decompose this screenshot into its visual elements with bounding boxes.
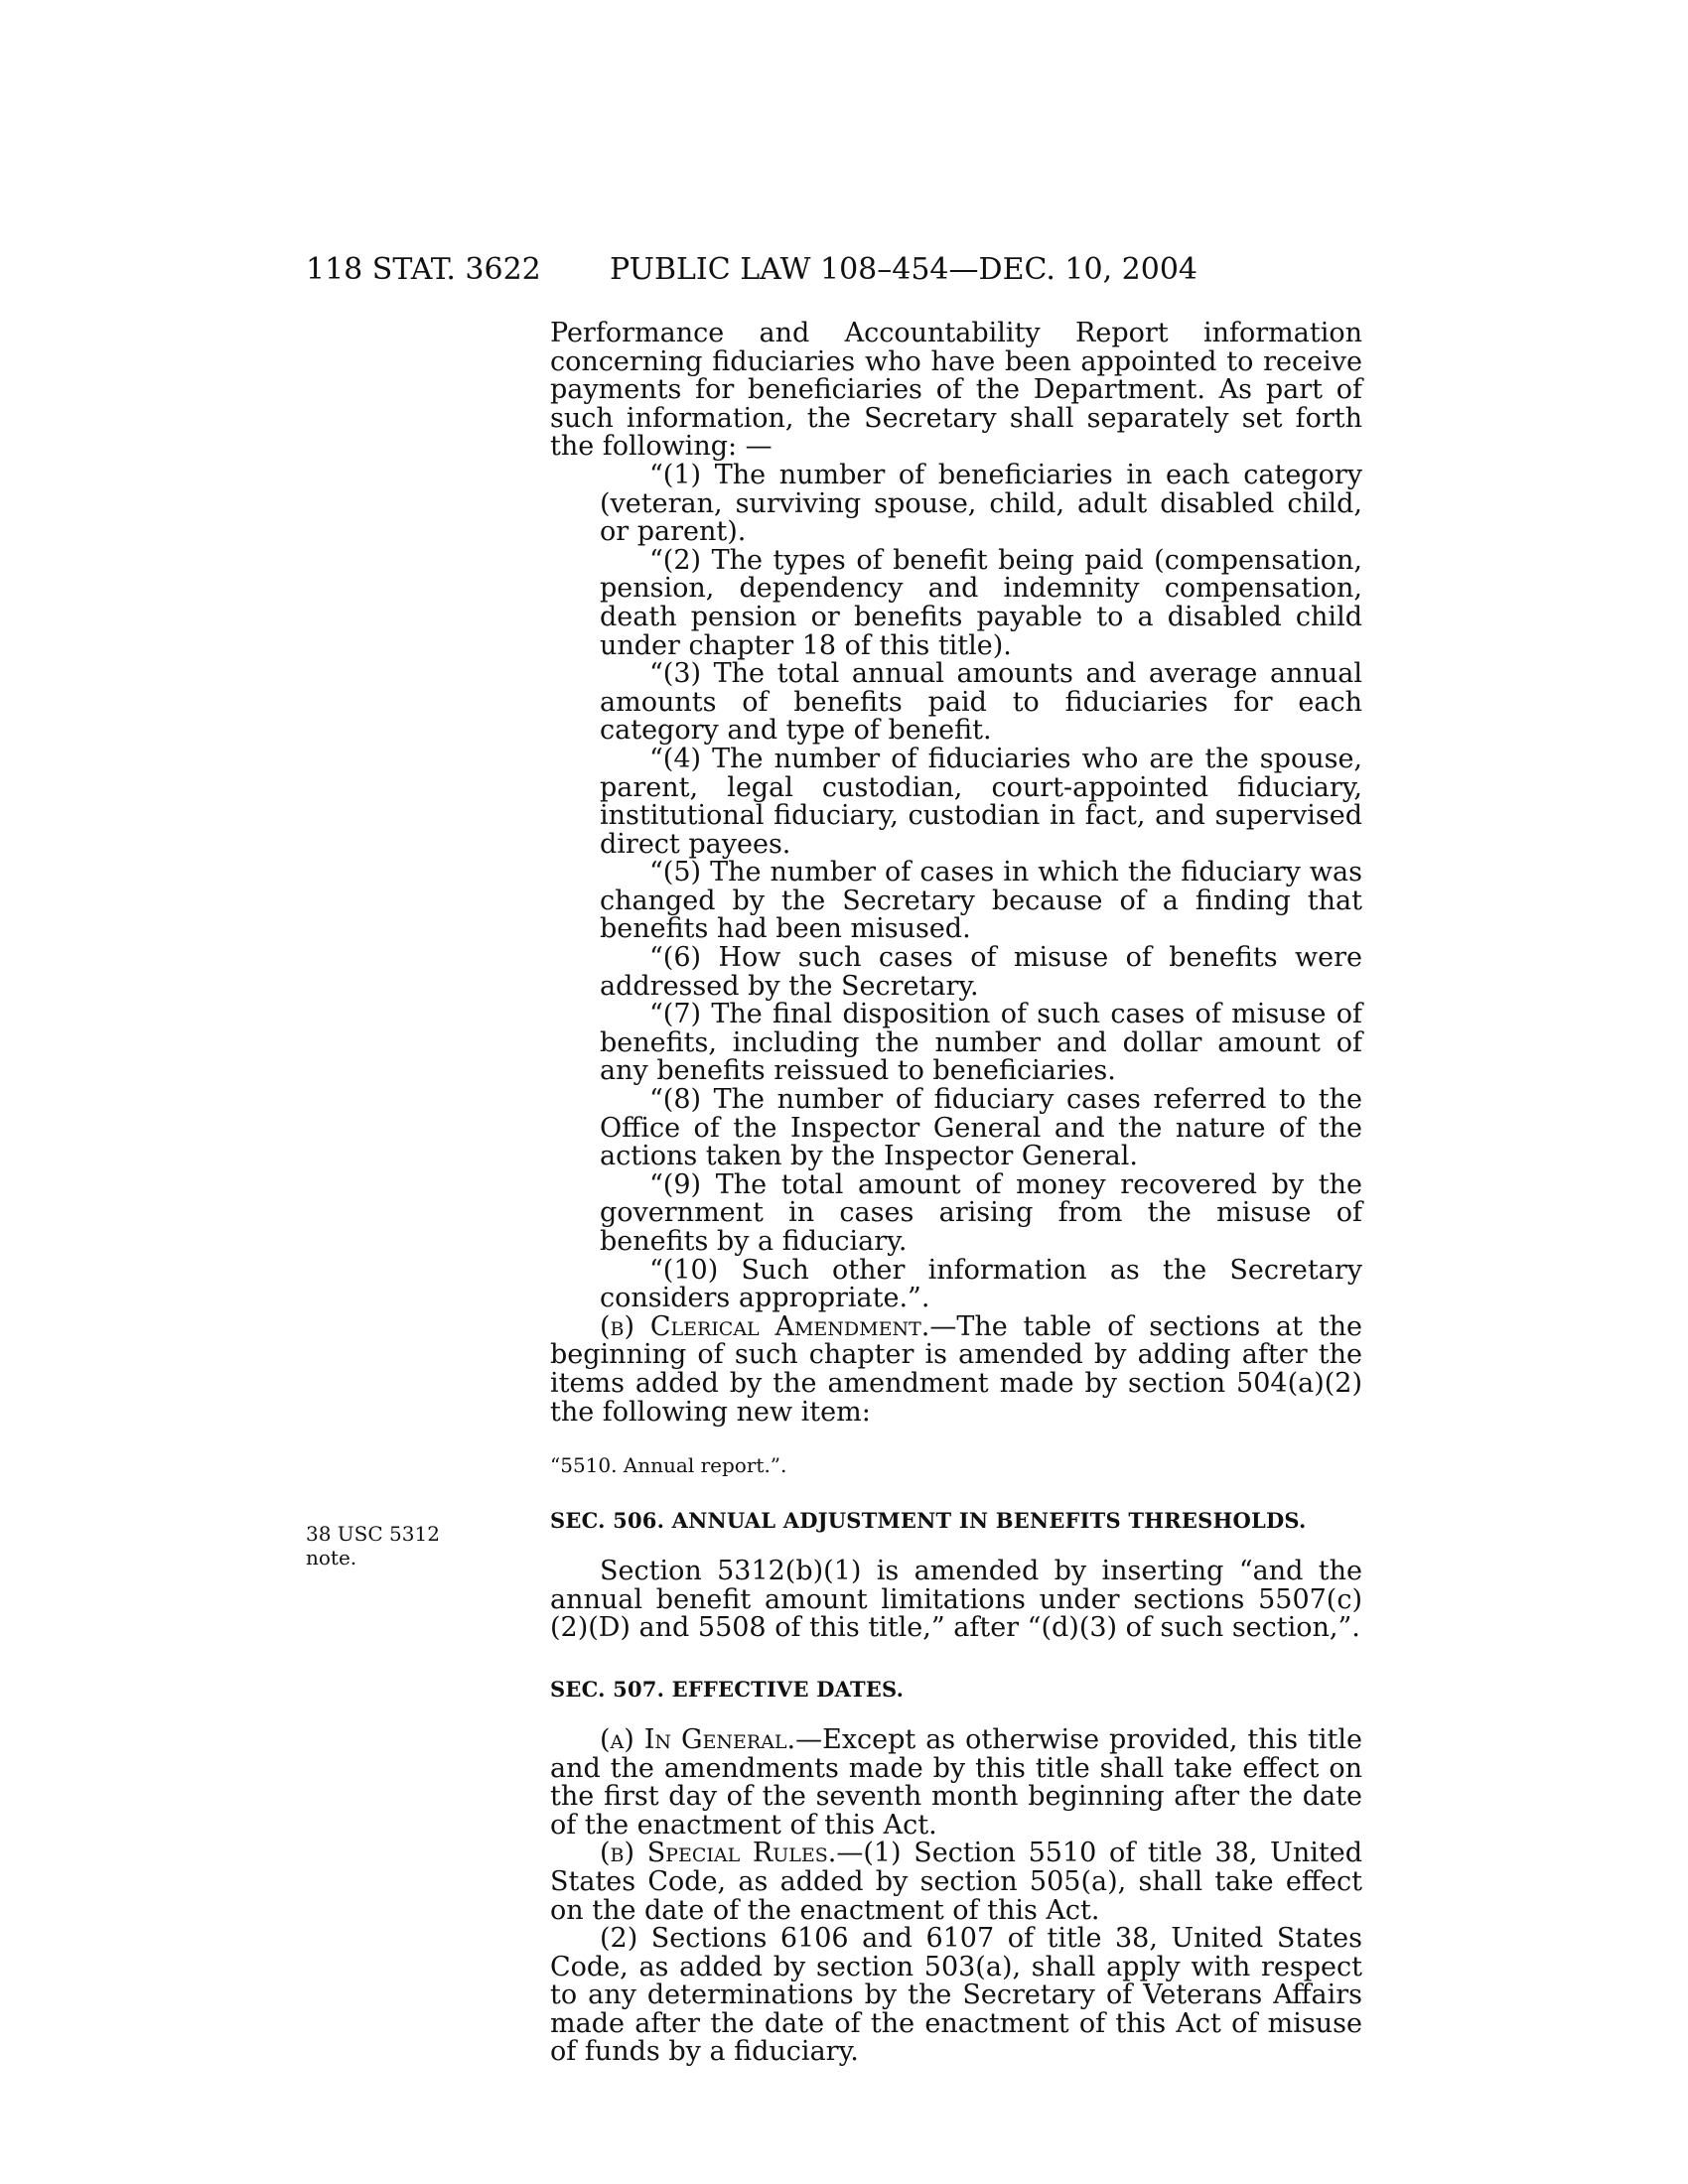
list-item: “(1) The number of beneficiaries in each category (veteran, surviving spouse, child, adult disabled child, or parent).	[600, 459, 1362, 548]
law-title-date: PUBLIC LAW 108–454—DEC. 10, 2004	[610, 252, 1198, 287]
section-506-text: Section 5312(b)(1) is amended by inserting “and the annual benefit amount limitations under sections 5507(c)(2)(D) and 5508 of this title,” after “(d)(3) of such section,”.	[550, 1556, 1362, 1644]
special-rules-label: (b) Special Rules.	[600, 1838, 837, 1869]
clerical-amendment-text: —The table of sections at the beginning of such chapter is amended by adding after the items added by the amendment made by section 504(a)(2) the following new item:	[550, 1310, 1362, 1428]
list-item: “(10) Such other information as the Secretary considers appropriate.”.	[600, 1254, 1362, 1314]
clerical-amendment-label: (b) Clerical Amendment.	[600, 1310, 930, 1342]
list-item: “(9) The total amount of money recovered by the government in cases arising from the misuse of benefits by a fiduciary.	[600, 1168, 1362, 1257]
list-item: “(7) The final disposition of such cases of misuse of benefits, including the number and dollar amount of any benefits reissued to beneficiaries.	[600, 999, 1362, 1087]
special-rules-text: —(1) Section 5510 of title 38, United States Code, as added by section 505(a), shall take effect on the date of the enactment of this Act.	[550, 1838, 1362, 1926]
in-general-label: (a) In General.	[600, 1723, 796, 1755]
section-507-heading: SEC. 507. EFFECTIVE DATES.	[550, 1676, 905, 1702]
page-header	[0, 250, 1688, 290]
in-general-paragraph	[550, 1723, 1363, 1841]
margin-note	[306, 1522, 504, 1570]
margin-note-text: note.	[306, 1546, 357, 1570]
new-table-item: “5510. Annual report.”.	[550, 1453, 787, 1478]
list-item: “(5) The number of cases in which the fiduciary was changed by the Secretary because of a finding that benefits had been misused.	[600, 857, 1362, 945]
intro-paragraph: Performance and Accountability Report information concerning fiduciaries who have been appointed to receive payments for beneficiaries of the Department. As part of such information, the Secretary shall separately set forth the following: —	[550, 318, 1362, 463]
special-rules-paragraph	[550, 1840, 1362, 1925]
document-body	[550, 320, 1362, 2067]
margin-citation: 38 USC 5312	[306, 1522, 440, 1546]
special-rules-2-paragraph: (2) Sections 6106 and 6107 of title 38, United States Code, as added by section 503(a), shall apply with respect to any determinations by the Secretary of Veterans Affairs made after the date of the enactment of this Act of misuse of funds by a fiduciary.	[550, 1923, 1362, 2068]
list-item: “(4) The number of fiduciaries who are the spouse, parent, legal custodian, court-appointed fiduciary, institutional fiduciary, custodian in fact, and supervised direct payees.	[600, 743, 1362, 860]
section-506-heading: SEC. 506. ANNUAL ADJUSTMENT IN BENEFITS THRESHOLDS.	[550, 1508, 1307, 1534]
stat-page-number: 118 STAT. 3622	[306, 252, 541, 287]
list-item: “(6) How such cases of misuse of benefits were addressed by the Secretary.	[600, 942, 1362, 1002]
in-general-text: —Except as otherwise provided, this title and the amendments made by this title shall take effect on the first day of the seventh month beginning after the date of the enactment of this Act.	[550, 1723, 1363, 1841]
list-item: “(8) The number of fiduciary cases referred to the Office of the Inspector General and the nature of the actions taken by the Inspector General.	[600, 1084, 1362, 1172]
list-item: “(3) The total annual amounts and average annual amounts of benefits paid to fiduciaries for each category and type of benefit.	[600, 658, 1362, 747]
list-item: “(2) The types of benefit being paid (compensation, pension, dependency and indemnity compensation, death pension or benefits payable to a disabled child under chapter 18 of this title).	[600, 544, 1362, 661]
clerical-amendment-paragraph	[550, 1310, 1362, 1428]
